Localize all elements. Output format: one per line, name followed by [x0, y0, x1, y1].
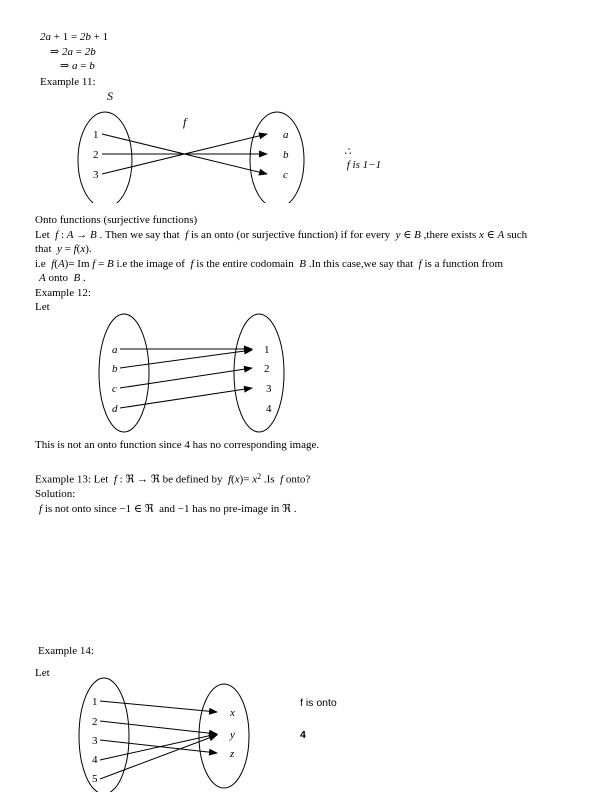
conclusion-text: f is 1−1: [344, 159, 382, 171]
svg-text:x: x: [230, 707, 235, 719]
example-13-statement: Example 13: Let f : ℜ → ℜ be defined by $f(x)= x^2$ .Is f onto?: [35, 472, 311, 486]
example-12-diagram: [92, 312, 292, 434]
example-12-svg: [92, 312, 292, 434]
svg-text:d: d: [112, 403, 118, 415]
svg-text:3: 3: [93, 169, 99, 181]
proof-block: [40, 30, 340, 74]
svg-text:f: f: [183, 115, 187, 129]
example-11-diagram: [55, 88, 325, 203]
example-13-solution-label: Solution:: [35, 488, 76, 501]
svg-text:2: 2: [93, 149, 99, 161]
svg-text:a: a: [112, 344, 118, 356]
example-13-solution: f is not onto since −1 ∈ ℜ and −1 has no pre-image in ℜ .: [39, 502, 297, 515]
example-12-caption: This is not an onto function since 4 has no corresponding image.: [35, 439, 320, 451]
example-11-heading: Example 11:: [40, 76, 96, 88]
svg-text:S: S: [107, 89, 113, 103]
svg-text:4: 4: [92, 754, 98, 766]
svg-text:b: b: [112, 363, 118, 375]
svg-text:3: 3: [266, 383, 272, 395]
example-11-svg: [55, 88, 325, 203]
onto-heading: Onto functions (surjective functions): [35, 214, 198, 226]
example-13-block: [35, 470, 555, 516]
example-14-heading: Example 14:: [38, 645, 94, 657]
example-12-heading: Example 12:: [35, 286, 91, 299]
onto-functions-section: [35, 213, 585, 315]
example-14-diagram: [72, 668, 272, 792]
example-14-let: Let: [35, 667, 50, 679]
svg-text:1: 1: [93, 129, 99, 141]
svg-text:c: c: [283, 169, 288, 181]
onto-para-2: that y = f(x).: [35, 243, 92, 255]
svg-text:2: 2: [264, 363, 270, 375]
onto-para-1: Let f : A → B . Then we say that f is an onto (or surjective function) if for every y ∈ B ,there exists x ∈ A such: [35, 228, 528, 241]
proof-line-2: ⇒ 2a = 2b: [50, 45, 96, 58]
svg-text:5: 5: [92, 773, 98, 785]
svg-text:y: y: [230, 729, 235, 741]
svg-text:b: b: [283, 149, 289, 161]
svg-text:a: a: [283, 129, 289, 141]
example-14-number: 4: [300, 729, 306, 741]
svg-text:c: c: [112, 383, 117, 395]
svg-text:z: z: [230, 748, 235, 760]
svg-text:2: 2: [92, 716, 98, 728]
example-14-svg: [72, 668, 272, 792]
onto-para-4: A onto B .: [39, 272, 86, 284]
svg-text:1: 1: [264, 344, 270, 356]
onto-para-3: i.e f(A)= Im f = B i.e the image of f is the entire codomain B .In this case,we say that f is a function from: [35, 257, 503, 270]
example-11-conclusion: [333, 133, 381, 185]
proof-line-3: ⇒ a = b: [60, 60, 95, 72]
svg-text:1: 1: [92, 696, 98, 708]
therefore-symbol: ∴: [344, 146, 351, 158]
svg-text:3: 3: [92, 735, 98, 747]
svg-text:4: 4: [266, 403, 272, 415]
example-12-let: Let: [35, 301, 50, 313]
example-14-note: f is onto: [300, 697, 337, 709]
proof-line-1: 2a + 1 = 2b + 1: [40, 31, 109, 43]
